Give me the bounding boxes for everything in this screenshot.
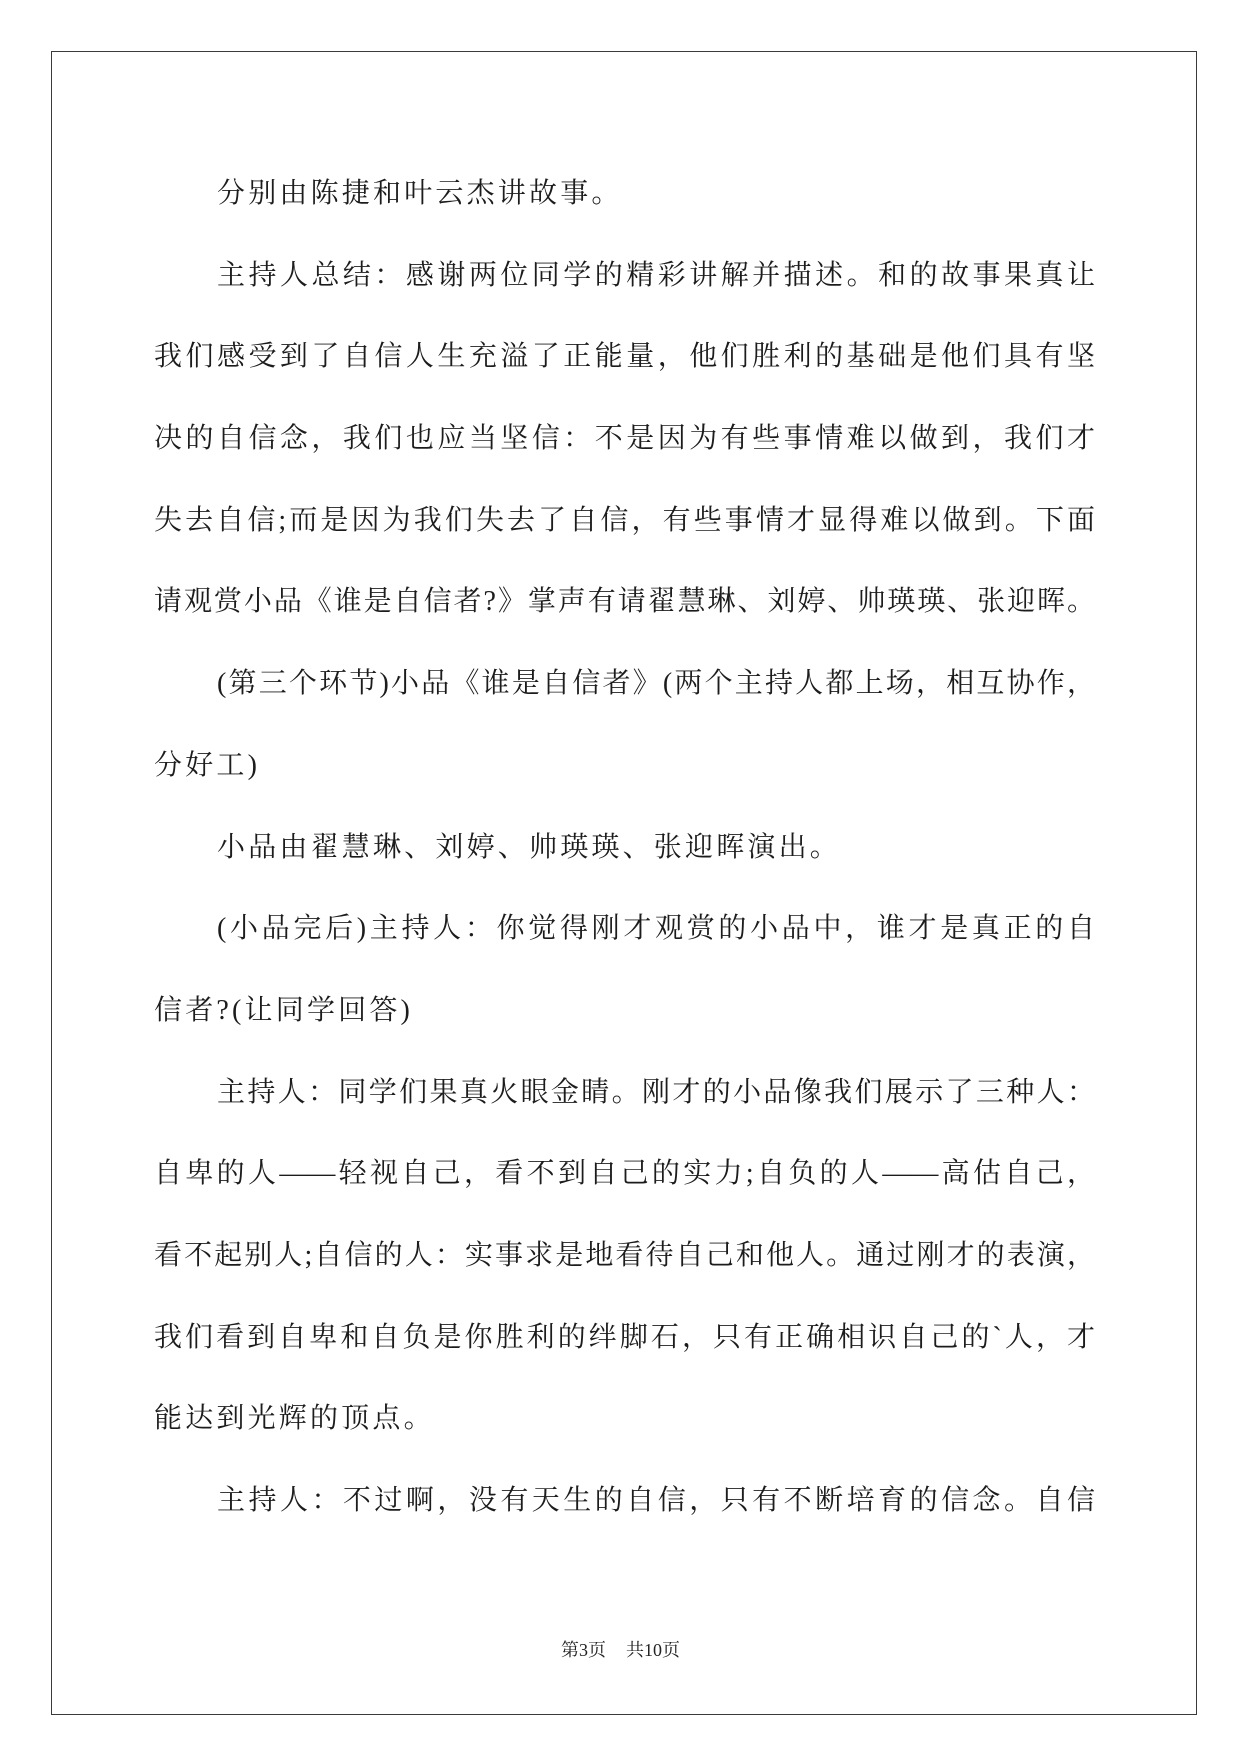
paragraph	[154, 643, 1095, 806]
paragraph-line: 主持人：不过啊，没有天生的自信，只有不断培育的信念。自信	[217, 1485, 1095, 1516]
paragraph-line: 主持人总结：感谢两位同学的精彩讲解并描述。和的故事果真让	[217, 259, 1095, 291]
page-footer	[0, 1637, 1241, 1663]
paragraph	[154, 153, 1095, 235]
paragraph-line: 我们感受到了自信人生充溢了正能量，他们胜利的基础是他们具有坚	[154, 341, 1095, 373]
paragraph-line: 分好工)	[154, 749, 261, 781]
paragraph-line: 我们看到自卑和自负是你胜利的绊脚石，只有正确相识自己的`人，才	[154, 1321, 1095, 1353]
paragraph-line: (小品完后)主持人：你觉得刚才观赏的小品中，谁才是真正的自	[217, 913, 1095, 945]
paragraph-line: 请观赏小品《谁是自信者?》掌声有请翟慧琳、刘婷、帅瑛瑛、张迎晖。	[154, 586, 1095, 618]
paragraph	[154, 1460, 1095, 1542]
page-number: 第3页	[561, 1640, 606, 1660]
paragraph-line: 信者?(让同学回答)	[154, 994, 414, 1026]
paragraph-line: (第三个环节)小品《谁是自信者》(两个主持人都上场，相互协作，	[217, 668, 1095, 700]
paragraph-line: 决的自信念，我们也应当坚信：不是因为有些事情难以做到，我们才	[154, 423, 1095, 455]
paragraph	[154, 888, 1095, 1051]
paragraph	[154, 235, 1095, 643]
paragraph-line: 主持人：同学们果真火眼金睛。刚才的小品像我们展示了三种人：	[217, 1076, 1095, 1108]
paragraph-line: 失去自信;而是因为我们失去了自信，有些事情才显得难以做到。下面	[154, 504, 1095, 536]
paragraph-line: 小品由翟慧琳、刘婷、帅瑛瑛、张迎晖演出。	[217, 831, 842, 863]
paragraph-line: 看不起别人;自信的人：实事求是地看待自己和他人。通过刚才的表演，	[154, 1239, 1095, 1271]
paragraph-line: 自卑的人——轻视自己，看不到自己的实力;自负的人——高估自己，	[154, 1158, 1095, 1190]
paragraph-line: 能达到光辉的顶点。	[154, 1403, 435, 1435]
page-total: 共10页	[626, 1640, 680, 1660]
paragraph	[154, 1052, 1095, 1460]
document-body	[154, 153, 1095, 1542]
paragraph-line: 分别由陈捷和叶云杰讲故事。	[217, 178, 623, 209]
paragraph	[154, 807, 1095, 889]
